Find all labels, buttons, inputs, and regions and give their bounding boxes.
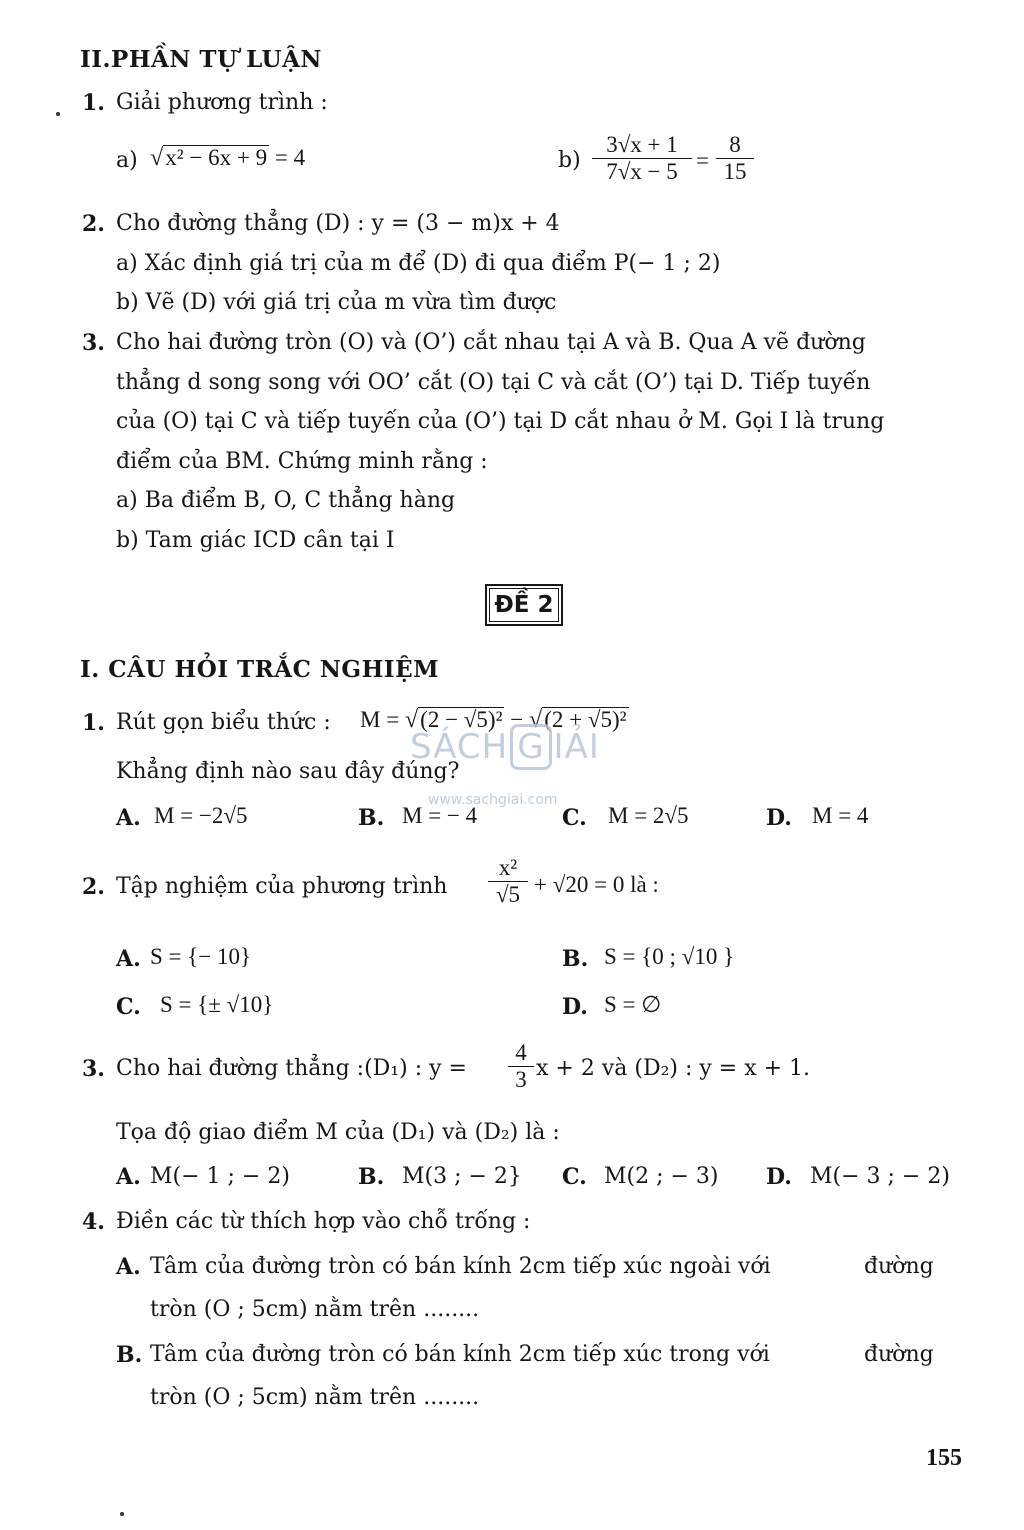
question-text-line: của (O) tại C và tiếp tuyến của (O’) tại D cắt nhau ở M. Gọi I là trung <box>116 409 885 434</box>
question-text-line: thẳng d song song với OO’ cắt (O) tại C và cắt (O’) tại D. Tiếp tuyến <box>116 370 871 395</box>
fill-in-line: Tâm của đường tròn có bán kính 2cm tiếp xúc trong với <box>150 1342 770 1367</box>
option-label: a) <box>116 148 138 173</box>
question-text: Cho đường thẳng (D) : y = (3 − m)x + 4 <box>116 211 560 236</box>
question-text: Tập nghiệm của phương trình <box>116 874 448 899</box>
question-number: 3. <box>82 330 105 356</box>
expression-lhs: M = <box>360 707 400 732</box>
option-label: D. <box>562 994 588 1020</box>
equals-sign: = <box>696 148 709 173</box>
expression: M = √(2 − √5)² − √(2 + √5)² <box>360 706 627 733</box>
option-value: M(− 1 ; − 2) <box>150 1164 290 1189</box>
radicand: x² − 6x + 9 <box>165 145 268 170</box>
option-label: C. <box>116 994 141 1020</box>
option-label: C. <box>562 805 587 831</box>
question-text-line: điểm của BM. Chứng minh rằng : <box>116 449 488 474</box>
option-value: M(2 ; − 3) <box>604 1164 719 1189</box>
equation-rhs: = 4 <box>274 145 306 170</box>
sub-question: b) Tam giác ICD cân tại I <box>116 528 395 553</box>
fraction-denominator: √5 <box>488 881 528 908</box>
fraction-right <box>716 132 754 185</box>
option-label: A. <box>116 805 141 831</box>
option-value: S = {± √10} <box>160 992 274 1017</box>
option-label: B. <box>358 1164 385 1190</box>
watermark-url: www.sachgiai.com <box>428 792 558 808</box>
question-number: 2. <box>82 874 105 900</box>
question-text: Rút gọn biểu thức : <box>116 710 331 735</box>
equation-rest: x + 2 và (D₂) : y = x + 1. <box>536 1056 811 1081</box>
option-value: S = ∅ <box>604 992 662 1017</box>
sub-question: a) Ba điểm B, O, C thẳng hàng <box>116 488 456 513</box>
fraction-denominator: 3 <box>508 1066 534 1093</box>
option-label: B. <box>358 805 385 831</box>
option-label: D. <box>766 1164 792 1190</box>
watermark-text: IẢI <box>553 727 600 767</box>
fraction <box>488 855 528 908</box>
fraction-numerator: 8 <box>729 132 741 157</box>
exam-label: ĐỀ 2 <box>494 592 554 618</box>
print-speck <box>120 1512 124 1516</box>
option-value: M = −2√5 <box>154 803 248 828</box>
question-number: 1. <box>82 710 105 736</box>
fraction-left <box>592 132 692 185</box>
fraction-denominator: 15 <box>716 158 754 185</box>
fill-in-line: tròn (O ; 5cm) nằm trên ........ <box>150 1297 480 1322</box>
option-label: B. <box>562 946 589 972</box>
fraction-numerator: 4 <box>515 1040 527 1065</box>
option-value: S = {− 10} <box>150 944 252 969</box>
fraction-denominator: 7√x − 5 <box>592 158 692 185</box>
section-heading-part1: I. CÂU HỎI TRẮC NGHIỆM <box>80 656 440 683</box>
equation-a: √x² − 6x + 9 = 4 <box>150 144 306 171</box>
fill-in-line: Tâm của đường tròn có bán kính 2cm tiếp xúc ngoài với <box>150 1254 771 1279</box>
minus-sign: − <box>510 707 524 732</box>
option-label: D. <box>766 805 792 831</box>
option-label: B. <box>116 1342 143 1368</box>
option-label: A. <box>116 1254 141 1280</box>
option-value: M = 2√5 <box>608 803 689 828</box>
equation-rest: + √20 = 0 là : <box>534 872 659 897</box>
print-speck <box>56 112 60 116</box>
radicand: (2 + √5)² <box>544 707 627 732</box>
sub-question: a) Xác định giá trị của m để (D) đi qua điểm P(− 1 ; 2) <box>116 251 721 276</box>
exam-label-box <box>485 584 563 626</box>
question-prompt: Khẳng định nào sau đây đúng? <box>116 759 460 784</box>
option-label: C. <box>562 1164 587 1190</box>
question-text: Điền các từ thích hợp vào chỗ trống : <box>116 1209 531 1234</box>
fill-in-line-end: đường <box>864 1254 934 1279</box>
fraction-numerator: 3√x + 1 <box>606 132 678 157</box>
option-value: M(3 ; − 2} <box>402 1164 522 1189</box>
question-number: 4. <box>82 1209 105 1235</box>
option-value: M = 4 <box>812 803 869 828</box>
question-number: 1. <box>82 90 105 116</box>
fill-in-line-end: đường <box>864 1342 934 1367</box>
question-number: 2. <box>82 211 105 237</box>
fill-in-line: tròn (O ; 5cm) nằm trên ........ <box>150 1385 480 1410</box>
radicand: (2 − √5)² <box>420 707 503 732</box>
option-label: A. <box>116 946 141 972</box>
section-heading-part2: II.PHẦN TỰ LUẬN <box>80 46 322 73</box>
question-number: 3. <box>82 1056 105 1082</box>
option-value: M = − 4 <box>402 803 478 828</box>
option-label: A. <box>116 1164 141 1190</box>
question-text-line: Cho hai đường tròn (O) và (O’) cắt nhau tại A và B. Qua A vẽ đường <box>116 330 866 355</box>
question-text-line: Tọa độ giao điểm M của (D₁) và (D₂) là : <box>116 1120 560 1145</box>
fraction <box>508 1040 534 1093</box>
sub-question: b) Vẽ (D) với giá trị của m vừa tìm được <box>116 290 557 315</box>
watermark-g-icon: G <box>510 724 551 770</box>
fraction-numerator: x² <box>498 855 518 880</box>
question-text: Cho hai đường thẳng :(D₁) : y = <box>116 1056 467 1081</box>
watermark-text: SÁCH <box>410 727 509 767</box>
option-value: S = {0 ; √10 } <box>604 944 735 969</box>
option-value: M(− 3 ; − 2) <box>810 1164 950 1189</box>
question-text: Giải phương trình : <box>116 90 328 115</box>
option-label: b) <box>558 148 581 173</box>
page-number: 155 <box>926 1445 962 1471</box>
